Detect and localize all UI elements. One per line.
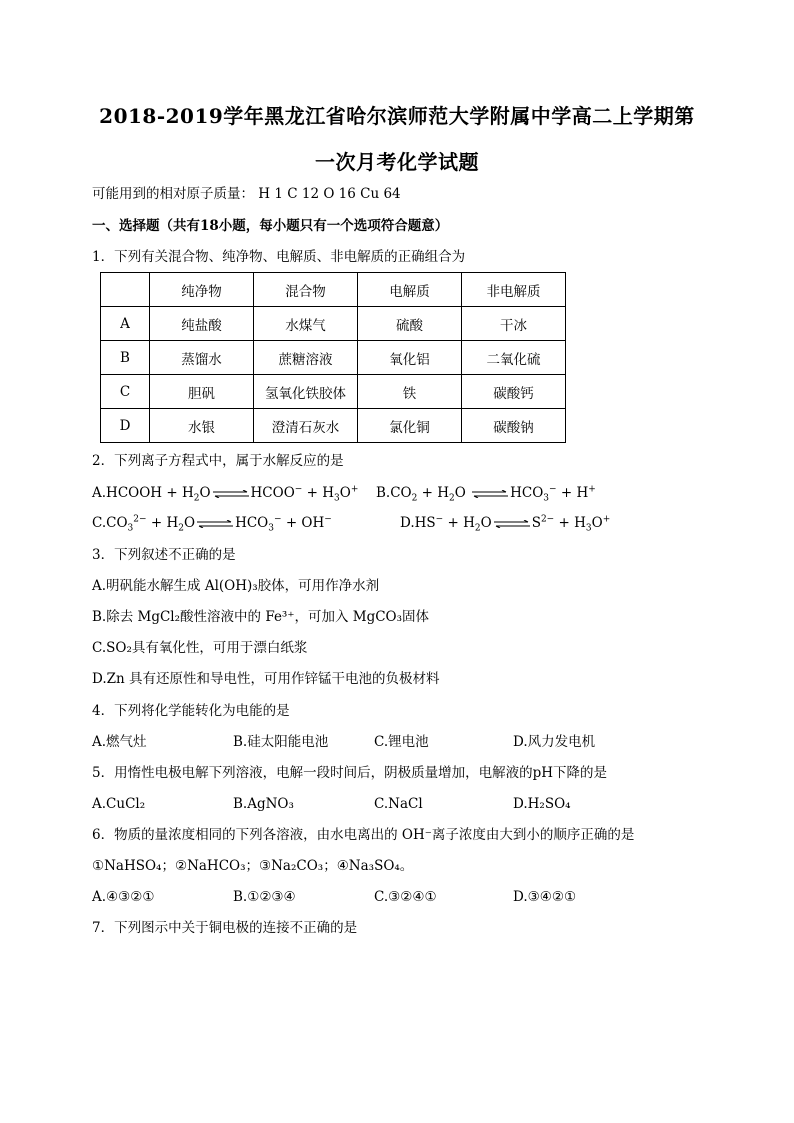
q6-option-c: C.③②④① xyxy=(374,889,437,905)
q2-stem: 2．下列离子方程式中，属于水解反应的是 xyxy=(92,453,344,469)
q4-option-c: C.锂电池 xyxy=(374,734,429,750)
table-row xyxy=(101,375,566,409)
q3-option-c: C.SO₂具有氧化性，可用于漂白纸浆 xyxy=(92,640,308,656)
q5-option-a: A.CuCl₂ xyxy=(92,796,146,812)
table-cell: 非电解质 xyxy=(462,273,566,307)
table-cell: 碳酸钠 xyxy=(462,409,566,443)
q3-option-d: D.Zn 具有还原性和导电性，可用作锌锰干电池的负极材料 xyxy=(92,671,440,687)
table-row xyxy=(101,307,566,341)
q5-option-d: D.H₂SO₄ xyxy=(513,796,571,812)
table-cell: 电解质 xyxy=(358,273,462,307)
table-cell: 纯净物 xyxy=(150,273,254,307)
q1-table xyxy=(100,272,566,443)
table-cell: 氧化铝 xyxy=(358,341,462,375)
q6-option-d: D.③④②① xyxy=(513,889,577,905)
q6-option-b: B.①②③④ xyxy=(233,889,296,905)
table-cell: 水银 xyxy=(150,409,254,443)
table-cell: 澄清石灰水 xyxy=(254,409,358,443)
q4-stem: 4．下列将化学能转化为电能的是 xyxy=(92,703,290,719)
table-cell: 碳酸钙 xyxy=(462,375,566,409)
q4-option-d: D.风力发电机 xyxy=(513,734,596,750)
table-cell xyxy=(101,273,150,307)
table-cell: B xyxy=(101,341,150,375)
q2-option-a: A.HCOOH + $H_2O$ HCOO− + $H_3O^+$ xyxy=(92,484,359,504)
q3-option-b: B.除去 MgCl₂酸性溶液中的 Fe³⁺，可加入 MgCO₃固体 xyxy=(92,609,430,625)
q2-option-b: $B.CO_2 + H_2O$ $HCO_3^- + H^+$ xyxy=(376,484,596,504)
q5-option-c: C.NaCl xyxy=(374,796,423,812)
q3-option-a: A.明矾能水解生成 Al(OH)₃胶体，可用作净水剂 xyxy=(92,578,380,594)
table-cell: 二氧化硫 xyxy=(462,341,566,375)
table-cell: 铁 xyxy=(358,375,462,409)
q6-stem: 6．物质的量浓度相同的下列各溶液，由水电离出的 OH⁻离子浓度由大到小的顺序正确的是 xyxy=(92,827,635,843)
table-cell: 胆矾 xyxy=(150,375,254,409)
q4-option-b: B.硅太阳能电池 xyxy=(233,734,329,750)
table-cell: D xyxy=(101,409,150,443)
equilibrium-arrow-icon xyxy=(494,520,530,528)
atomic-mass-line: 可能用到的相对原子质量： H 1 C 12 O 16 Cu 64 xyxy=(92,186,401,202)
table-cell: 混合物 xyxy=(254,273,358,307)
q2-option-d: $D.HS^- + H_2O$ $S^{2-} + H_3O^+$ xyxy=(400,514,611,534)
q5-stem: 5．用惰性电极电解下列溶液，电解一段时间后，阴极质量增加，电解液的pH下降的是 xyxy=(92,765,608,781)
table-cell: 蒸馏水 xyxy=(150,341,254,375)
section-heading: 一、选择题（共有18小题，每小题只有一个选项符合题意） xyxy=(92,218,449,234)
table-cell: A xyxy=(101,307,150,341)
table-header-row xyxy=(101,273,566,307)
table-cell: 水煤气 xyxy=(254,307,358,341)
equilibrium-arrow-icon xyxy=(472,490,508,498)
table-cell: 纯盐酸 xyxy=(150,307,254,341)
table-row xyxy=(101,409,566,443)
q4-option-a: A.燃气灶 xyxy=(92,734,147,750)
q5-option-b: B.AgNO₃ xyxy=(233,796,294,812)
q2-option-c: $C.CO_3^{2-} + H_2O$ $HCO_3^- + OH^-$ xyxy=(92,514,332,534)
q7-stem: 7．下列图示中关于铜电极的连接不正确的是 xyxy=(92,920,358,936)
table-cell: 氢氧化铁胶体 xyxy=(254,375,358,409)
exam-title-line1: 2018-2019学年黑龙江省哈尔滨师范大学附属中学高二上学期第 xyxy=(99,104,695,128)
q1-stem: 1．下列有关混合物、纯净物、电解质、非电解质的正确组合为 xyxy=(92,249,466,265)
q3-stem: 3．下列叙述不正确的是 xyxy=(92,547,236,563)
table-cell: 蔗糖溶液 xyxy=(254,341,358,375)
q6-list: ①NaHSO₄；②NaHCO₃；③Na₂CO₃；④Na₃SO₄。 xyxy=(92,858,414,874)
table-cell: 氯化铜 xyxy=(358,409,462,443)
q6-option-a: A.④③②① xyxy=(92,889,155,905)
table-cell: 硫酸 xyxy=(358,307,462,341)
table-cell: C xyxy=(101,375,150,409)
equilibrium-arrow-icon xyxy=(197,520,233,528)
table-cell: 干冰 xyxy=(462,307,566,341)
exam-title-line2: 一次月考化学试题 xyxy=(315,150,479,174)
table-row xyxy=(101,341,566,375)
equilibrium-arrow-icon xyxy=(213,490,249,498)
